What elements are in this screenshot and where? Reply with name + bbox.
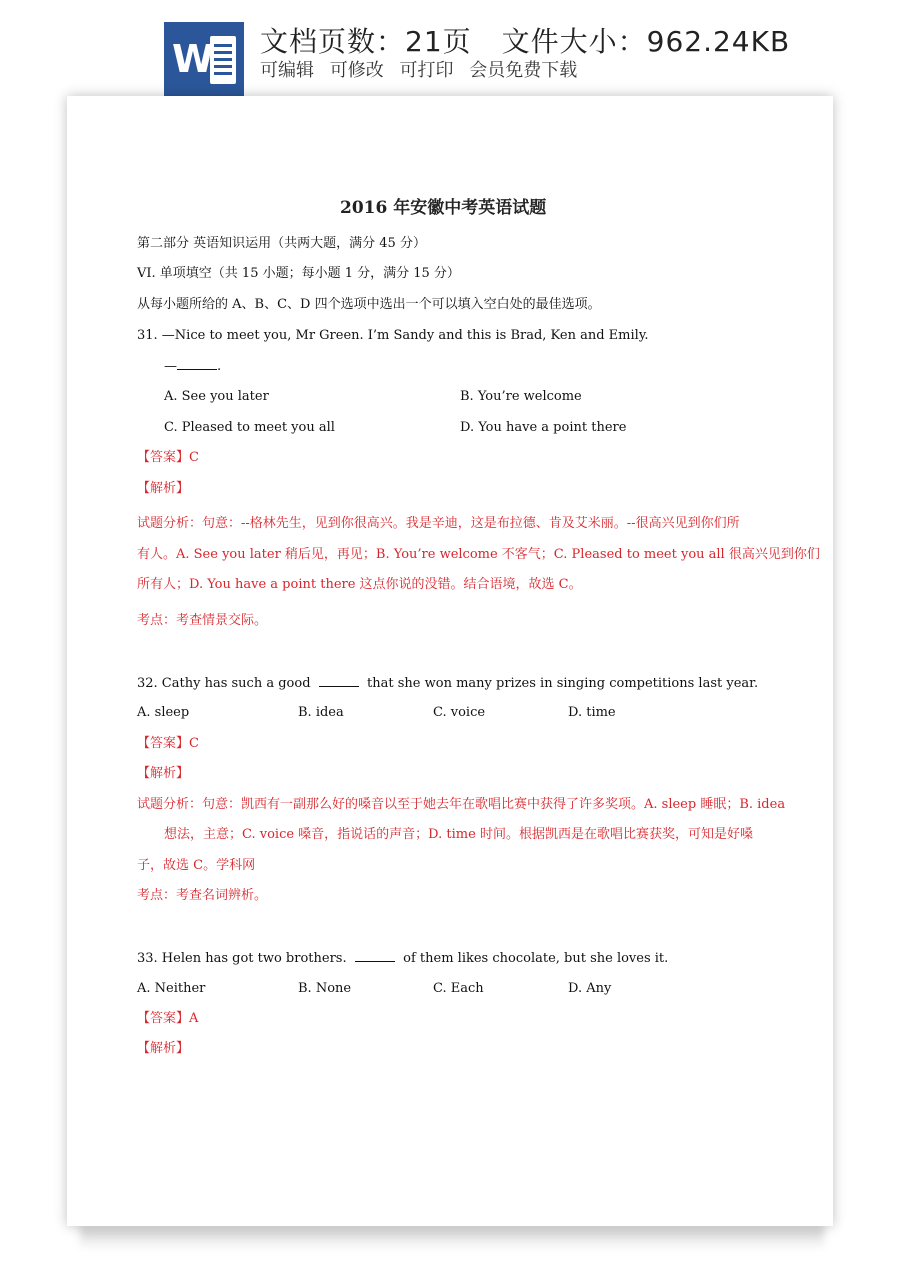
q31-analysis-line: 试题分析：句意：--格林先生，见到你很高兴。我是辛迪，这是布拉德、肯及艾米丽。--很高兴见到你们所 [137,516,740,531]
q31-option-d: D. You have a point there [460,420,627,435]
q33-option-c: C. Each [433,981,484,996]
word-letter: W [172,37,214,81]
question-31-reply: — . [164,359,222,374]
question-31-stem: 31. —Nice to meet you, Mr Green. I’m Sandy and this is Brad, Ken and Emily. [137,328,649,343]
instruction: 从每小题所给的 A、B、C、D 四个选项中选出一个可以填入空白处的最佳选项。 [137,297,601,312]
q31-analysis-line: 有人。A. See you later 稍后见，再见；B. You’re welcome 不客气；C. Pleased to meet you all 很高兴见到你们 [137,547,820,562]
paper-shadow [80,1226,824,1250]
question-32-stem: 32. Cathy has such a good that she won many prizes in singing competitions last year. [137,676,759,691]
q31-kaodian: 考点：考查情景交际。 [137,613,268,628]
q31-option-a: A. See you later [164,389,269,404]
q32-option-c: C. voice [433,705,486,720]
feature-editable: 可编辑 [260,60,314,81]
question-33-stem: 33. Helen has got two brothers. of them likes chocolate, but she loves it. [137,951,669,966]
q32-analysis-line: 试题分析：句意：凯西有一副那么好的嗓音以至于她去年在歌唱比赛中获得了许多奖项。A. sleep 睡眠；B. idea [137,797,786,812]
q31-analysis-label: 【解析】 [137,481,190,496]
document-info [260,20,790,60]
part-heading: 第二部分 英语知识运用（共两大题，满分 45 分） [137,236,426,251]
feature-list [260,56,587,82]
q32-kaodian: 考点：考查名词辨析。 [137,888,268,903]
q32-analysis-label: 【解析】 [137,766,190,781]
q31-analysis-line: 所有人；D. You have a point there 这点你说的没错。结合语境，故选 C。 [137,577,582,592]
feature-modifiable: 可修改 [329,60,384,81]
word-document-icon [164,22,244,96]
feature-printable: 可打印 [399,60,454,81]
q31-option-c: C. Pleased to meet you all [164,420,335,435]
q33-option-b: B. None [298,981,352,996]
section-heading: VI. 单项填空（共 15 小题；每小题 1 分，满分 15 分） [137,266,460,281]
q32-option-d: D. time [568,705,616,720]
page-count: 文档页数：21页 [260,25,472,58]
feature-member-download: 会员免费下载 [469,60,578,81]
q32-option-b: B. idea [298,705,344,720]
q33-option-a: A. Neither [137,981,206,996]
q31-answer: 【答案】C [137,450,199,465]
download-banner [0,0,900,96]
q32-option-a: A. sleep [137,705,190,720]
q32-answer: 【答案】C [137,736,199,751]
q33-option-d: D. Any [568,981,612,996]
file-size: 文件大小：962.24KB [501,25,791,58]
q33-analysis-label: 【解析】 [137,1041,190,1056]
page-title: 2016 年安徽中考英语试题 [340,198,547,218]
q32-analysis-line: 子，故选 C。学科网 [137,858,256,873]
q33-answer: 【答案】A [137,1011,199,1026]
q32-analysis-line: 想法，主意；C. voice 嗓音，指说话的声音；D. time 时间。根据凯西是在歌唱比赛获奖，可知是好嗓 [164,827,753,842]
q31-option-b: B. You’re welcome [460,389,582,404]
